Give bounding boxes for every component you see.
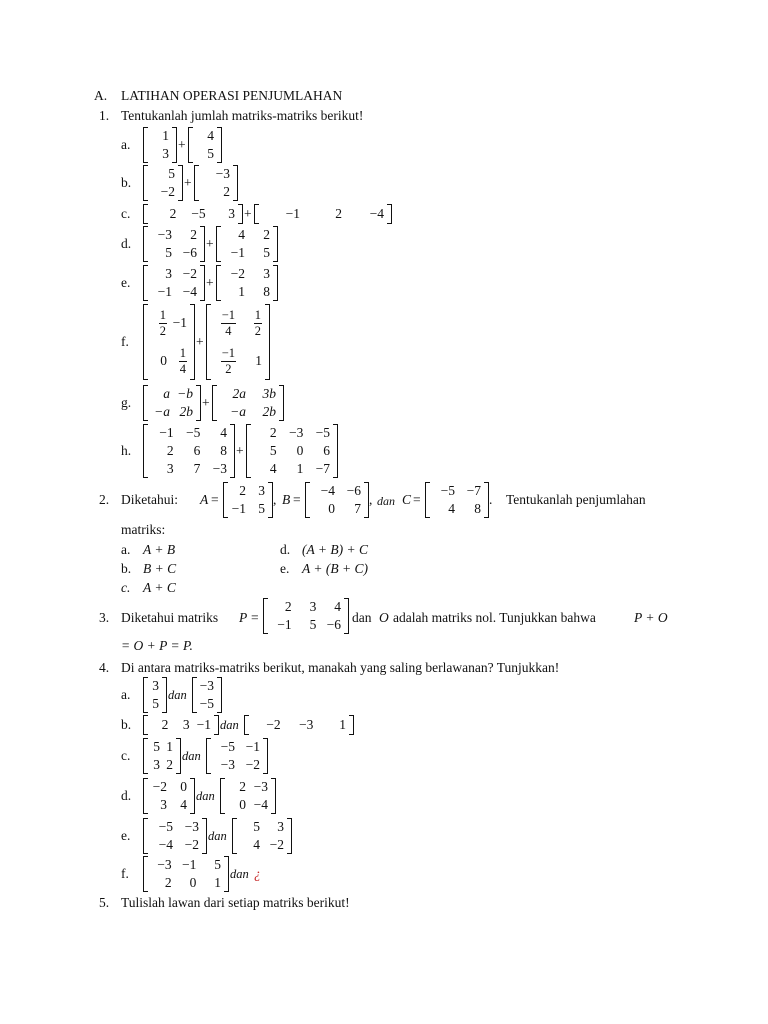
matrix-a-name: A — [200, 492, 209, 507]
matrix-cell — [149, 304, 169, 342]
matrix-cell: −3 — [184, 819, 199, 835]
matrix-cell: 8 — [220, 443, 227, 459]
q4-item-label: f. — [121, 866, 129, 881]
matrix-cell: 6 — [193, 443, 201, 459]
bracket-left — [263, 598, 268, 634]
bracket-left — [143, 304, 148, 380]
q1-item-label: g. — [121, 395, 132, 410]
bracket-right — [265, 304, 270, 380]
q1-item-matrix-left — [143, 385, 201, 421]
bracket-right — [217, 127, 222, 163]
q1-number: 1. — [99, 108, 110, 123]
bracket-right — [273, 265, 278, 301]
q1-item-label: b. — [121, 175, 132, 190]
matrix-cell: −2 — [230, 266, 245, 282]
bracket-left — [143, 677, 148, 713]
plus-sign: + — [196, 334, 204, 349]
matrix-cell: 6 — [323, 443, 330, 459]
fraction: $\frac{1}{2}$ — [254, 308, 261, 338]
matrix-cell: −4 — [320, 483, 335, 499]
q4-number: 4. — [99, 660, 110, 675]
q1-item-matrix-right — [246, 424, 338, 478]
matrix-cell: −5 — [315, 425, 330, 441]
bracket-right — [349, 715, 354, 735]
bracket-right — [217, 677, 222, 713]
bracket-left — [188, 127, 193, 163]
bracket-right — [387, 204, 392, 224]
matrix-cell: 2 — [263, 227, 270, 243]
q2-line2: matriks: — [121, 522, 166, 537]
matrix-cell: 2 — [223, 184, 230, 200]
fraction: $\frac{1}{4}$ — [179, 346, 186, 376]
bracket-left — [206, 738, 211, 774]
bracket-right — [344, 598, 349, 634]
q4-item-label: c. — [121, 748, 131, 763]
matrix-cell: 3 — [152, 678, 159, 694]
q1-item-label: d. — [121, 236, 132, 251]
fraction: $\frac{-1}{4}$ — [221, 308, 235, 338]
matrix-cell: 8 — [263, 284, 270, 300]
bracket-left — [143, 204, 148, 224]
bracket-left — [192, 677, 197, 713]
q2-option-expr: B + C — [143, 561, 177, 576]
matrix-cell: 4 — [220, 425, 227, 441]
q5-text: Tulislah lawan dari setiap matriks berikut! — [121, 895, 350, 910]
bracket-left — [232, 818, 237, 854]
matrix-cell: 2 — [164, 875, 172, 891]
q2-option-expr: A + (B + C) — [302, 561, 368, 576]
matrix-cell: 3 — [153, 757, 160, 773]
bracket-left — [246, 424, 251, 478]
matrix-cell: 2 — [169, 206, 177, 222]
matrix-cell: −5 — [199, 696, 214, 712]
plus-sign: + — [244, 206, 252, 221]
matrix-cell: 3 — [166, 461, 174, 477]
bracket-left — [223, 482, 228, 518]
matrix-cell — [212, 342, 238, 380]
matrix-cell: −4 — [158, 837, 173, 853]
bracket-right — [178, 165, 183, 201]
matrix-cell: 1 — [339, 717, 346, 733]
matrix-cell: 2b — [179, 404, 193, 420]
matrix-cell: 3 — [160, 797, 167, 813]
q4-item-matrix-right — [192, 677, 222, 713]
comma: , — [273, 492, 277, 507]
matrix-cell: 4 — [334, 599, 341, 615]
bracket-right — [333, 424, 338, 478]
matrix-cell: 1 — [214, 875, 221, 891]
matrix-cell: 2b — [262, 404, 276, 420]
matrix-cell: −3 — [157, 857, 172, 873]
bracket-right — [162, 677, 167, 713]
q4-item-matrix-left — [143, 778, 195, 814]
bracket-left — [143, 738, 148, 774]
matrix-cell: 2 — [161, 717, 169, 733]
q1-item-matrix-left — [143, 424, 235, 478]
matrix-cell: 2 — [335, 206, 342, 222]
q4-text: Di antara matriks-matriks berikut, manakah yang saling berlawanan? Tunjukkan! — [121, 660, 560, 675]
matrix-cell: 0 — [189, 875, 197, 891]
matrix-cell: 4 — [253, 837, 260, 853]
matrix-p — [263, 598, 349, 634]
matrix-cell: −3 — [212, 461, 227, 477]
matrix-cell: −2 — [160, 184, 175, 200]
matrix-cell: 0 — [328, 501, 335, 517]
q4-item-label: e. — [121, 828, 131, 843]
dan-word: dan — [182, 749, 201, 763]
matrix-cell: −2 — [245, 757, 260, 773]
plus-sign: + — [178, 137, 186, 152]
section-letter: A. — [94, 88, 108, 103]
q1-item-label: a. — [121, 137, 131, 152]
q3-tail-expr: P + O — [634, 610, 668, 625]
q3-tail-o: O — [379, 610, 389, 625]
bracket-right — [287, 818, 292, 854]
q1-item-matrix-left — [143, 127, 177, 163]
matrix-cell: 2 — [166, 757, 173, 773]
bracket-left — [143, 856, 148, 892]
q1-item-matrix-right — [194, 165, 238, 201]
q1-text: Tentukanlah jumlah matriks-matriks berikut! — [121, 108, 364, 123]
q2-option-label: e. — [280, 561, 290, 576]
q2-option-expr: A + B — [143, 542, 176, 557]
equals-sign: = — [293, 492, 301, 507]
matrix-cell: −2 — [269, 837, 284, 853]
q4-item-matrix-right — [220, 778, 276, 814]
q4-item-matrix-left — [143, 856, 229, 892]
q2-option-label: b. — [121, 561, 132, 576]
matrix-cell: 4 — [238, 227, 245, 243]
q1-item-matrix-left — [143, 304, 195, 380]
bracket-right — [233, 165, 238, 201]
q4-item-matrix-right — [206, 738, 268, 774]
dan-word: dan — [196, 789, 215, 803]
q4-item-matrix-left — [143, 738, 181, 774]
matrix-cell — [238, 304, 264, 342]
q4-item-matrix-right — [232, 818, 292, 854]
plus-sign: + — [184, 175, 192, 190]
bracket-right — [202, 818, 207, 854]
matrix-b — [305, 482, 369, 518]
matrix-cell — [169, 342, 189, 380]
equals-sign: = — [211, 492, 219, 507]
q4-item-matrix-left — [143, 715, 219, 735]
q2-option-label: d. — [280, 542, 291, 557]
matrix-cell: 2 — [269, 425, 277, 441]
section-title: LATIHAN OPERASI PENJUMLAHAN — [121, 88, 343, 103]
q2-number: 2. — [99, 492, 110, 507]
plus-sign: + — [206, 236, 214, 251]
matrix-cell: 4 — [207, 128, 214, 144]
matrix-cell: 3b — [262, 386, 276, 402]
q1-item-matrix-left — [143, 204, 243, 224]
bracket-right — [273, 226, 278, 262]
matrix-cell: 5 — [214, 857, 221, 873]
q1-item-label: e. — [121, 275, 131, 290]
matrix-c — [425, 482, 489, 518]
q2-option-label: c. — [121, 580, 131, 595]
bracket-left — [143, 715, 148, 735]
q3-number: 3. — [99, 610, 110, 625]
q5-number: 5. — [99, 895, 110, 910]
matrix-cell: −b — [177, 386, 193, 402]
matrix-cell: −7 — [315, 461, 330, 477]
matrix-cell: 3 — [263, 266, 270, 282]
matrix-a — [223, 482, 273, 518]
dan-word: dan — [377, 494, 395, 508]
bracket-left — [143, 127, 148, 163]
matrix-cell: −5 — [191, 206, 206, 222]
matrix-b-name: B — [282, 492, 291, 507]
matrix-cell: −a — [230, 404, 246, 420]
bracket-left — [194, 165, 199, 201]
bracket-left — [143, 226, 148, 262]
matrix-cell: 1 — [296, 461, 304, 477]
matrix-cell: −1 — [157, 284, 172, 300]
matrix-cell: −6 — [182, 245, 197, 261]
matrix-cell — [212, 304, 238, 342]
q4-item-label: b. — [121, 717, 132, 732]
q4-item-matrix-left — [143, 677, 167, 713]
matrix-cell: −1 — [277, 617, 292, 633]
bracket-right — [271, 778, 276, 814]
bracket-left — [220, 778, 225, 814]
matrix-cell: −3 — [199, 678, 214, 694]
matrix-cell: 5 — [207, 146, 214, 162]
matrix-cell: −5 — [220, 739, 235, 755]
fraction: $\frac{-1}{2}$ — [221, 346, 235, 376]
bracket-right — [190, 304, 195, 380]
q3-intro: Diketahui matriks — [121, 610, 219, 625]
bracket-right — [190, 778, 195, 814]
matrix-cell: 5 — [253, 819, 260, 835]
matrix-cell: −1 — [196, 717, 211, 733]
q3-line2: = O + P = P. — [121, 638, 193, 653]
q1-item-label: h. — [121, 443, 132, 458]
matrix-cell: 5 — [309, 617, 317, 633]
matrix-cell: −a — [154, 404, 170, 420]
matrix-cell: 5 — [258, 501, 265, 517]
matrix-cell: −5 — [440, 483, 455, 499]
q3-tail-text: adalah matriks nol. Tunjukkan bahwa — [393, 610, 596, 625]
matrix-cell: 5 — [165, 245, 172, 261]
matrix-cell: 0 — [180, 779, 187, 795]
matrix-cell: 1 — [255, 353, 262, 369]
q2-option-label: a. — [121, 542, 131, 557]
matrix-cell: −4 — [253, 797, 268, 813]
q2-option-expr: (A + B) + C — [302, 542, 368, 557]
bracket-right — [196, 385, 201, 421]
matrix-cell: 2 — [284, 599, 292, 615]
matrix-cell: 3 — [182, 717, 190, 733]
q2-option-expr: A + C — [143, 580, 176, 595]
matrix-cell: 7 — [354, 501, 361, 517]
matrix-cell: 1 — [166, 739, 173, 755]
matrix-cell: −3 — [298, 717, 314, 733]
matrix-cell: 3 — [309, 599, 317, 615]
equals-sign: = — [251, 610, 259, 625]
bracket-left — [143, 385, 148, 421]
bracket-left — [216, 265, 221, 301]
period: . — [489, 492, 493, 507]
matrix-cell: 5 — [263, 245, 270, 261]
matrix-cell: −4 — [369, 206, 384, 222]
matrix-cell: 0 — [160, 353, 167, 369]
matrix-cell: 2 — [239, 779, 246, 795]
matrix-cell: −3 — [215, 166, 230, 182]
q1-item-matrix-right — [216, 265, 278, 301]
matrix-cell: 3 — [228, 206, 235, 222]
bracket-left — [206, 304, 211, 380]
matrix-cell: −6 — [326, 617, 341, 633]
bracket-left — [244, 715, 249, 735]
matrix-cell: −1 — [159, 425, 174, 441]
matrix-cell: 8 — [474, 501, 481, 517]
matrix-cell: 5 — [269, 443, 277, 459]
q2-tail: Tentukanlah penjumlahan — [506, 492, 646, 507]
plus-sign: + — [202, 395, 210, 410]
q1-item-label: f. — [121, 334, 129, 349]
matrix-cell: 3 — [258, 483, 265, 499]
matrix-cell: 3 — [277, 819, 284, 835]
dan-word: dan — [168, 688, 187, 702]
inverted-question-mark: ¿ — [254, 866, 261, 881]
dan-word: dan — [220, 718, 239, 732]
matrix-cell: 0 — [296, 443, 304, 459]
matrix-cell: 2 — [190, 227, 197, 243]
bracket-right — [279, 385, 284, 421]
bracket-right — [230, 424, 235, 478]
matrix-cell: −2 — [152, 779, 167, 795]
matrix-cell: 3 — [165, 266, 172, 282]
bracket-left — [216, 226, 221, 262]
matrix-cell: 2 — [239, 483, 246, 499]
matrix-cell: −2 — [182, 266, 197, 282]
matrix-cell: −3 — [157, 227, 172, 243]
matrix-cell: −5 — [158, 819, 173, 835]
q1-item-matrix-right — [254, 204, 392, 224]
matrix-cell: 4 — [448, 501, 455, 517]
matrix-cell: 2a — [232, 386, 246, 402]
matrix-cell: −2 — [266, 717, 281, 733]
bracket-left — [143, 165, 148, 201]
matrix-c-name: C — [402, 492, 412, 507]
matrix-cell: 3 — [162, 146, 169, 162]
matrix-cell: 7 — [193, 461, 201, 477]
matrix-cell: −3 — [220, 757, 235, 773]
matrix-cell: −6 — [346, 483, 361, 499]
matrix-cell: −4 — [182, 284, 197, 300]
q3-tail-dan: dan — [352, 610, 372, 625]
q1-item-matrix-right — [188, 127, 222, 163]
equals-sign: = — [413, 492, 421, 507]
q2-intro: Diketahui: — [121, 492, 178, 507]
bracket-left — [254, 204, 259, 224]
dan-word: dan — [208, 829, 227, 843]
q1-item-matrix-left — [143, 165, 183, 201]
matrix-cell: −1 — [172, 315, 187, 331]
bracket-right — [224, 856, 229, 892]
matrix-cell: 5 — [152, 696, 159, 712]
plus-sign: + — [236, 443, 244, 458]
matrix-cell: −1 — [230, 245, 245, 261]
q1-item-matrix-right — [212, 385, 284, 421]
matrix-cell: −2 — [184, 837, 199, 853]
q4-item-label: a. — [121, 687, 131, 702]
q1-item-matrix-left — [143, 265, 205, 301]
bracket-right — [214, 715, 219, 735]
comma: , — [369, 492, 373, 507]
bracket-left — [425, 482, 430, 518]
matrix-cell: 4 — [269, 461, 277, 477]
matrix-cell: −1 — [285, 206, 300, 222]
q1-item-label: c. — [121, 206, 131, 221]
q4-item-matrix-right — [244, 715, 354, 735]
bracket-right — [238, 204, 243, 224]
matrix-cell: 1 — [238, 284, 245, 300]
fraction: $\frac{1}{2}$ — [159, 308, 166, 338]
matrix-cell: 5 — [153, 739, 160, 755]
matrix-cell: −3 — [288, 425, 304, 441]
bracket-left — [143, 424, 148, 478]
matrix-cell: a — [163, 386, 170, 402]
q4-item-matrix-left — [143, 818, 207, 854]
bracket-left — [212, 385, 217, 421]
bracket-right — [176, 738, 181, 774]
matrix-cell: −5 — [185, 425, 201, 441]
matrix-cell: −1 — [181, 857, 197, 873]
matrix-cell: 5 — [168, 166, 175, 182]
matrix-cell: −3 — [253, 779, 268, 795]
bracket-left — [143, 818, 148, 854]
matrix-p-name: P — [239, 610, 248, 625]
dan-word: dan — [230, 867, 249, 881]
bracket-left — [143, 265, 148, 301]
matrix-cell: 2 — [166, 443, 174, 459]
bracket-right — [200, 265, 205, 301]
matrix-cell: 1 — [162, 128, 169, 144]
q1-item-matrix-right — [206, 304, 270, 380]
matrix-cell: −1 — [245, 739, 260, 755]
q1-item-matrix-right — [216, 226, 278, 262]
q4-item-label: d. — [121, 788, 132, 803]
bracket-right — [172, 127, 177, 163]
matrix-cell: −7 — [466, 483, 481, 499]
bracket-left — [143, 778, 148, 814]
plus-sign: + — [206, 275, 214, 290]
matrix-cell: 4 — [180, 797, 187, 813]
q1-item-matrix-left — [143, 226, 205, 262]
matrix-cell: 0 — [239, 797, 246, 813]
bracket-left — [305, 482, 310, 518]
matrix-cell: −1 — [231, 501, 246, 517]
bracket-right — [200, 226, 205, 262]
bracket-right — [263, 738, 268, 774]
